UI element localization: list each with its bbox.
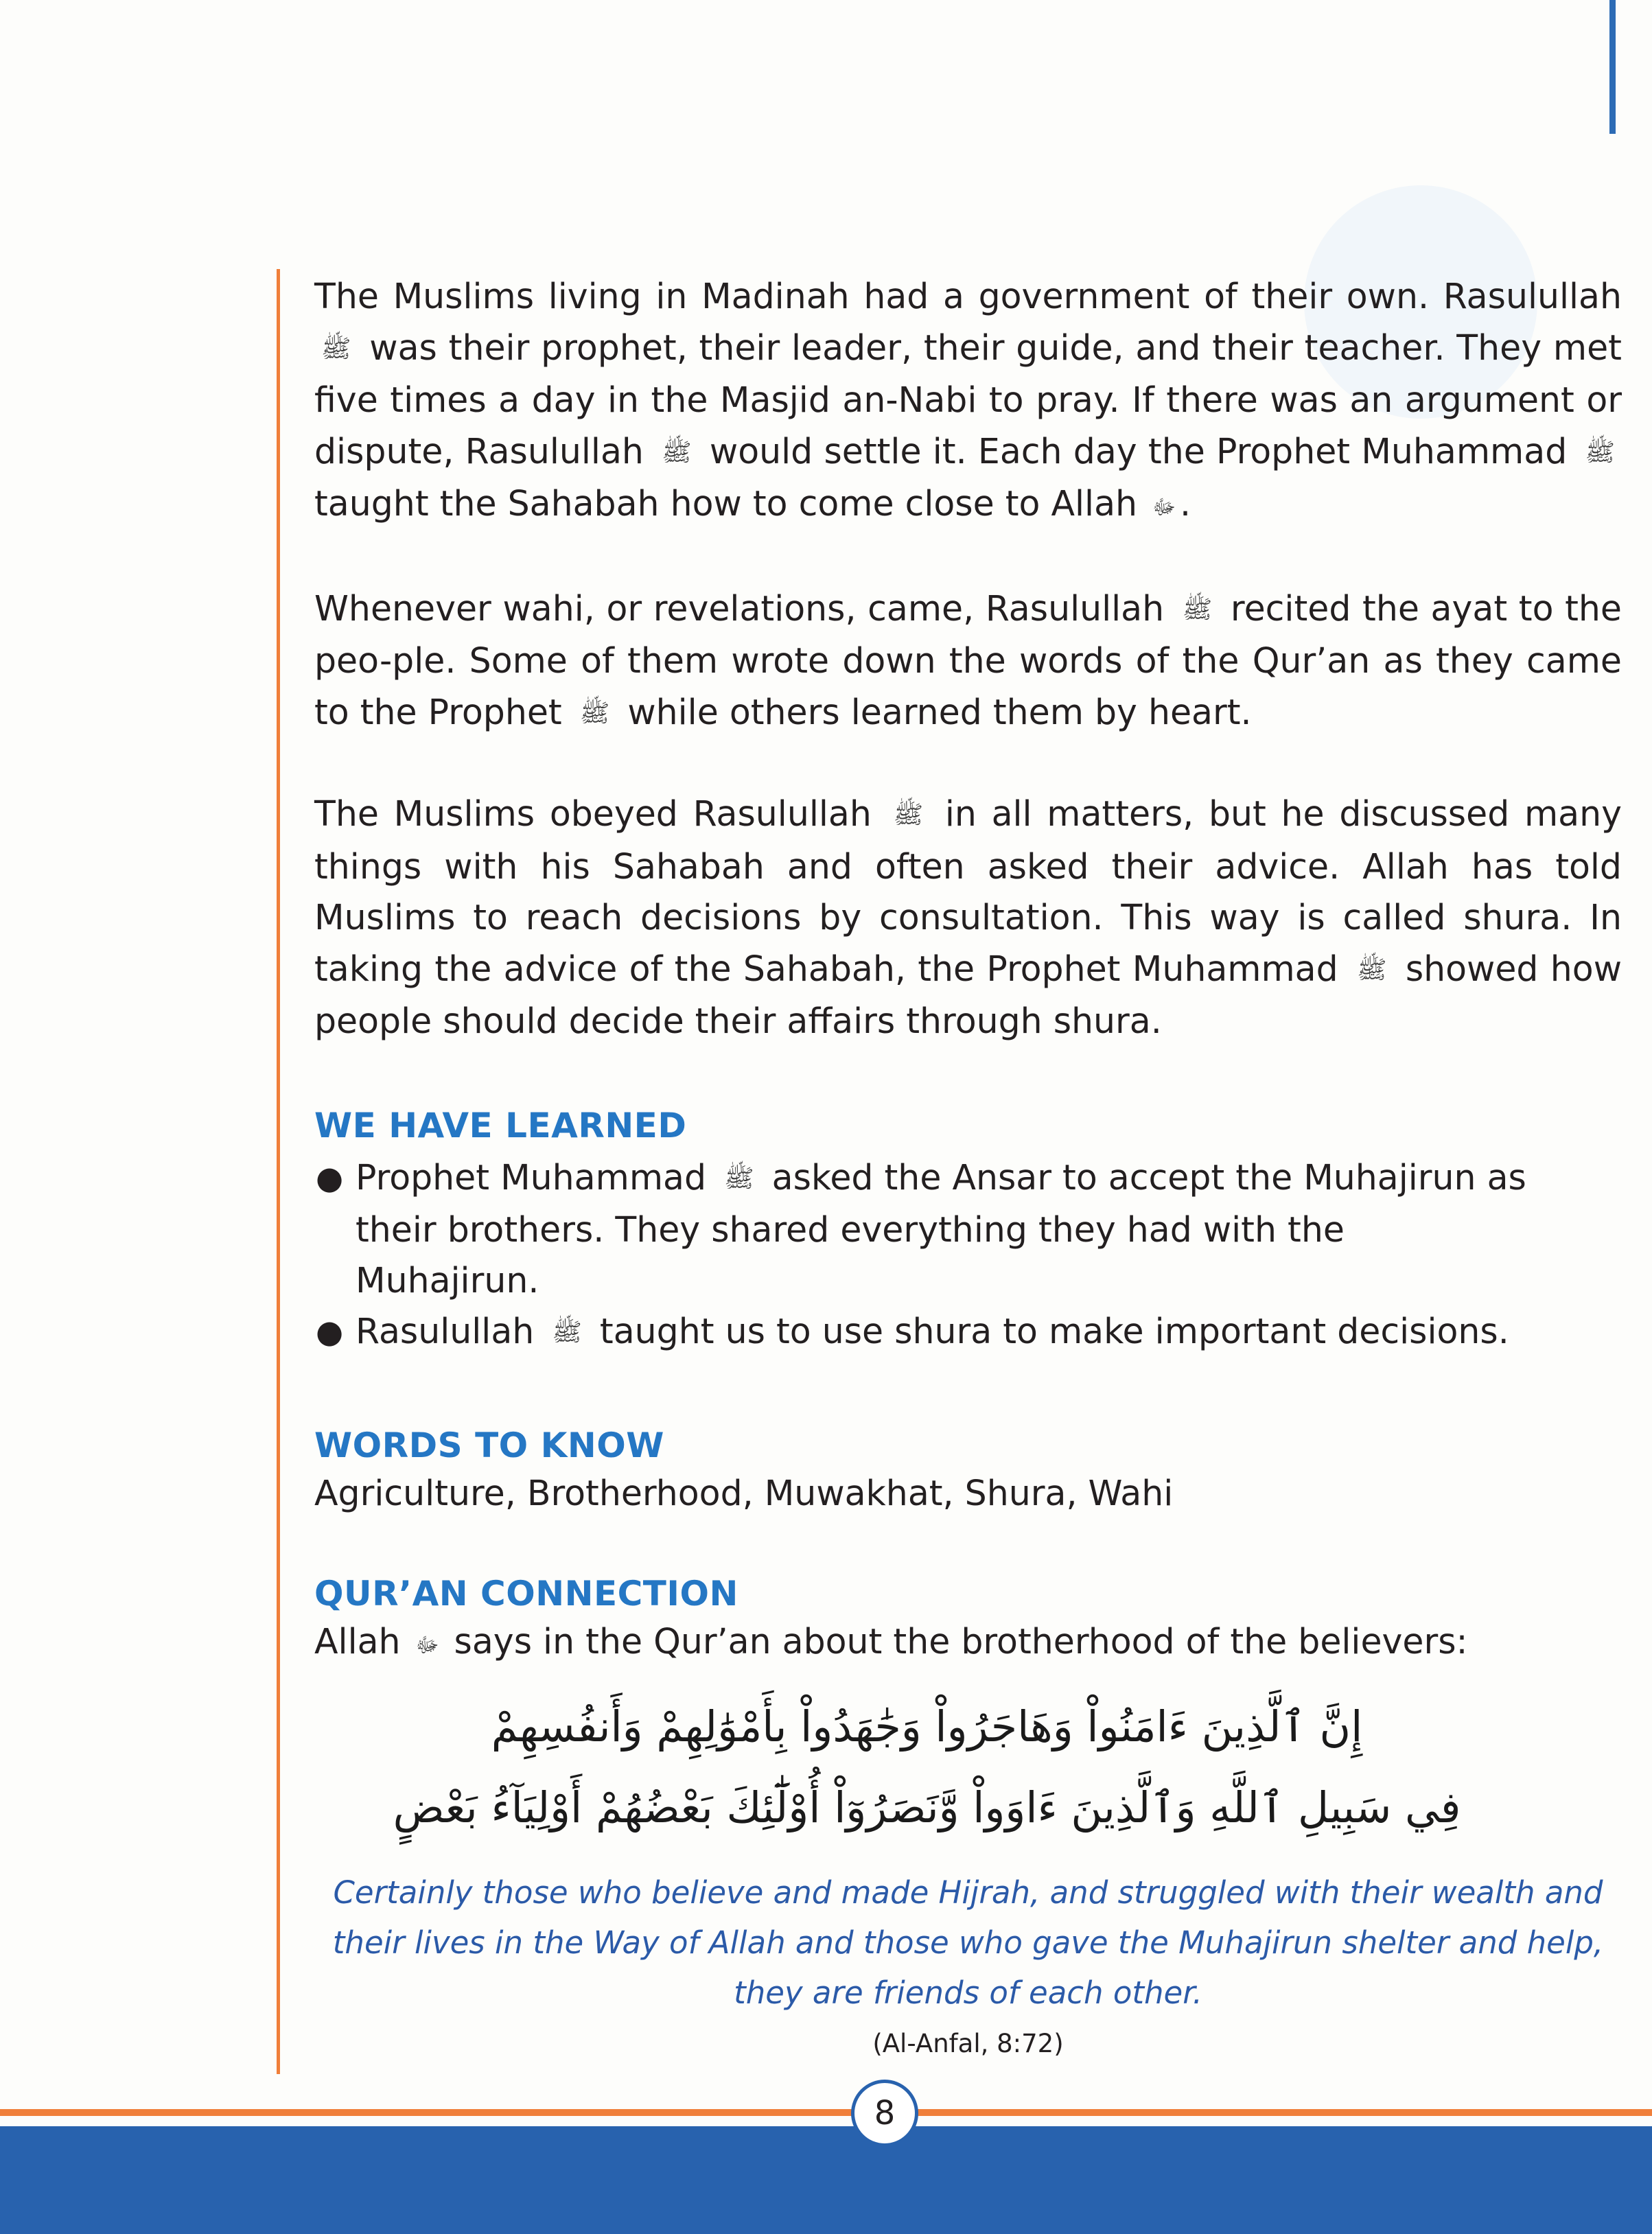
left-orange-rule (277, 269, 280, 2074)
text-span: recited the ayat to the peo-ple. Some of them wrote down the words of the Qur’an as they came to the Prophet (314, 587, 1622, 732)
text-span: Rasulullah (356, 1310, 546, 1351)
page-number: 8 (851, 2080, 918, 2147)
pbuh-honorific-icon: ﷺ (893, 801, 924, 829)
paragraph-shura (314, 789, 1622, 1047)
lesson-content (314, 271, 1622, 2064)
text-span: The Muslims living in Madinah had a government of their own. Rasulullah (314, 276, 1622, 316)
pbuh-honorific-icon: ﷺ (724, 1164, 754, 1193)
arabic-verse (314, 1686, 1622, 1848)
pbuh-honorific-icon: ﷺ (321, 334, 351, 363)
arabic-verse-line-1: إِنَّ ٱلَّذِينَ ءَامَنُواْ وَهَاجَرُواْ وَجَٰهَدُواْ بِأَمْوَٰلِهِمْ وَأَنفُسِهِمْ (491, 1701, 1363, 1752)
pbuh-honorific-icon: ﷺ (552, 1318, 582, 1347)
text-span: taught the Sahabah how to come close to Allah (314, 483, 1149, 524)
words-to-know-list: Agriculture, Brotherhood, Muwakhat, Shura, Wahi (314, 1472, 1174, 1513)
translation-line-2: their lives in the Way of Allah and those who gave the Muhajirun shelter and help, (332, 1924, 1604, 1961)
text-span: The Muslims obeyed Rasulullah (314, 793, 887, 834)
quran-connection-heading: QUR’AN CONNECTION (314, 1573, 738, 1614)
text-span: asked the Ansar to accept the Muhajirun as their brothers. They shared everything they had with the Muhajirun. (356, 1156, 1526, 1301)
text-span: was their prophet, their leader, their guide, and their teacher. They met five times a day in the Masjid an-Nabi to pray. If there was an argument or dispute, Rasulullah (314, 327, 1622, 472)
footer-blue-band (0, 2126, 1652, 2234)
we-have-learned-heading: WE HAVE LEARNED (314, 1105, 687, 1145)
bullet-icon: ● (316, 1312, 344, 1350)
text-span: would settle it. Each day the Prophet Muhammad (698, 430, 1579, 472)
text-span: showed how people should decide their affairs through shura. (314, 948, 1622, 1041)
text-span: Allah (314, 1620, 412, 1662)
swt-honorific-icon: ﷻ (1152, 496, 1176, 520)
pbuh-honorific-icon: ﷺ (662, 438, 692, 467)
translation-line-3: they are friends of each other. (734, 1974, 1202, 2011)
text-span: taught us to use shura to make important decisions. (588, 1310, 1509, 1351)
footer-orange-band (0, 2109, 1652, 2116)
text-span: Prophet Muhammad (356, 1156, 718, 1198)
learned-list (314, 1152, 1536, 1358)
text-span: Whenever wahi, or revelations, came, Rasulullah (314, 587, 1176, 629)
pbuh-honorific-icon: ﷺ (1357, 955, 1387, 984)
top-right-blue-rule (1609, 0, 1616, 134)
verse-translation (314, 1868, 1622, 2018)
verse-citation: (Al-Anfal, 8:72) (872, 2028, 1064, 2058)
pbuh-honorific-icon: ﷺ (1585, 438, 1615, 467)
quran-intro (314, 1616, 1622, 1671)
paragraph-government (314, 271, 1622, 534)
paragraph-wahi (314, 583, 1622, 740)
list-item (314, 1152, 1536, 1306)
text-span: . (1179, 483, 1191, 524)
text-span: says in the Qur’an about the brotherhood of the believers: (443, 1620, 1468, 1662)
translation-line-1: Certainly those who believe and made Hijrah, and struggled with their wealth and (333, 1874, 1603, 1911)
text-span: in all matters, but he discussed many things with his Sahabah and often asked their advice. Allah has told Muslims to reach decisions by consultation. This way is called shura. In taking the advice of the Sahabah, the Prophet Muhammad (314, 793, 1622, 989)
bullet-icon: ● (316, 1159, 344, 1196)
text-span: while others learned them by heart. (616, 691, 1252, 732)
arabic-verse-line-2: فِي سَبِيلِ ٱللَّهِ وَٱلَّذِينَ ءَاوَواْ وَّنَصَرُوٓاْ أُوْلَٰٓئِكَ بَعْضُهُمْ أَوْلِيَآءُ بَعْضٍ (393, 1782, 1461, 1832)
pbuh-honorific-icon: ﷺ (1182, 595, 1213, 624)
list-item (314, 1306, 1536, 1358)
swt-honorific-icon: ﷻ (415, 1633, 439, 1657)
words-to-know-heading: WORDS TO KNOW (314, 1425, 664, 1465)
pbuh-honorific-icon: ﷺ (579, 699, 610, 728)
